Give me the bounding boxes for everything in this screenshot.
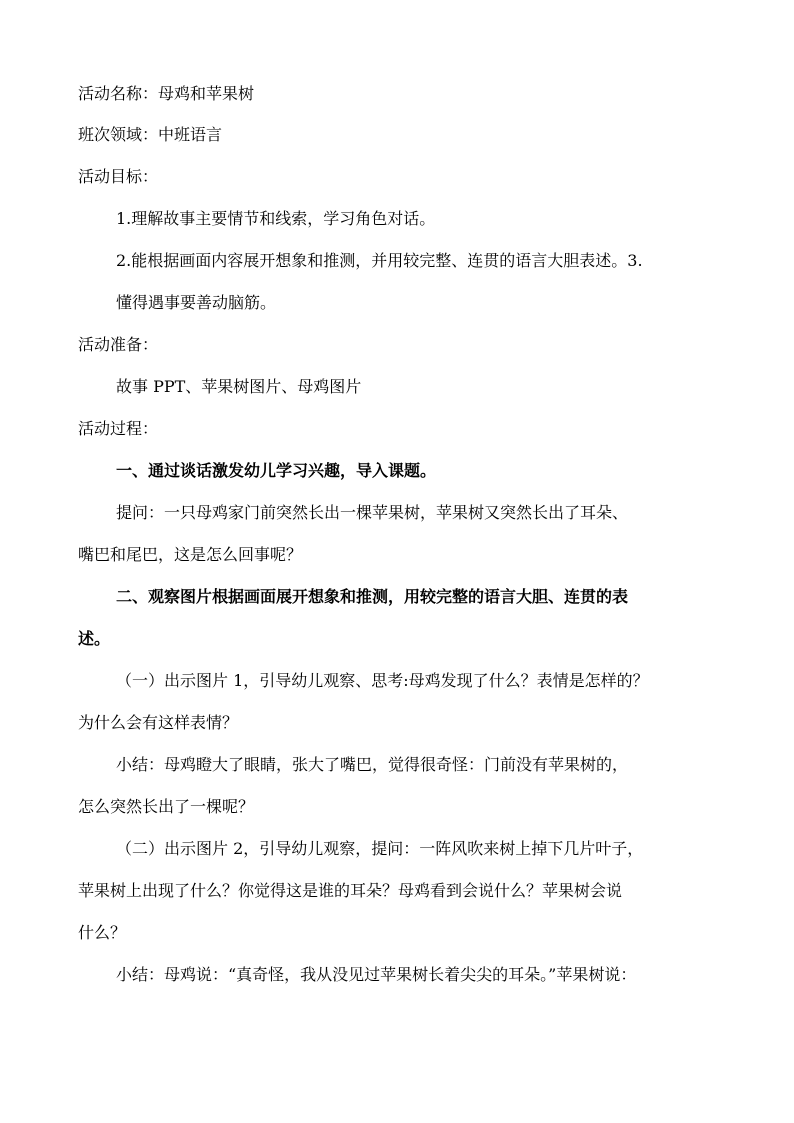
picture-1-prompt-line-1: （一）出示图片 1，引导幼儿观察、思考:母鸡发现了什么？表情是怎样的？: [116, 671, 649, 690]
goals-heading: 活动目标：: [78, 167, 159, 186]
picture-1-prompt-line-2: 为什么会有这样表情？: [78, 713, 239, 732]
activity-name: 活动名称：母鸡和苹果树: [78, 84, 255, 103]
picture-2-prompt-line-3: 什么？: [78, 923, 127, 942]
summary-2-line-1: 小结：母鸡说：“真奇怪，我从没见过苹果树长着尖尖的耳朵。”苹果树说：: [116, 965, 637, 984]
section-2-title-line-1: 二、观察图片根据画面展开想象和推测，用较完整的语言大胆、连贯的表: [116, 587, 629, 606]
goal-2-line-2: 懂得遇事要善动脑筋。: [116, 293, 277, 312]
picture-2-prompt-line-1: （二）出示图片 2，引导幼儿观察，提问：一阵风吹来树上掉下几片叶子，: [116, 839, 644, 858]
section-2-title-line-2: 述。: [78, 629, 111, 648]
class-domain: 班次领域：中班语言: [78, 125, 223, 144]
prep-heading: 活动准备：: [78, 335, 159, 354]
section-1-question-line-2: 嘴巴和尾巴，这是怎么回事呢？: [78, 545, 303, 564]
section-1-question-line-1: 提问：一只母鸡家门前突然长出一棵苹果树，苹果树又突然长出了耳朵、: [116, 503, 629, 522]
picture-2-prompt-line-2: 苹果树上出现了什么？你觉得这是谁的耳朵？母鸡看到会说什么？苹果树会说: [78, 881, 623, 900]
goal-1: 1.理解故事主要情节和线索，学习角色对话。: [116, 209, 436, 228]
goal-2-line-1: 2.能根据画面内容展开想象和推测，并用较完整、连贯的语言大胆表述。3.: [116, 251, 643, 270]
prep-items: 故事 PPT、苹果树图片、母鸡图片: [116, 377, 362, 396]
section-1-title: 一、通过谈话激发幼儿学习兴趣，导入课题。: [116, 461, 437, 480]
summary-1-line-1: 小结：母鸡瞪大了眼睛，张大了嘴巴，觉得很奇怪：门前没有苹果树的，: [116, 755, 629, 774]
process-heading: 活动过程：: [78, 419, 159, 438]
summary-1-line-2: 怎么突然长出了一棵呢？: [78, 797, 255, 816]
